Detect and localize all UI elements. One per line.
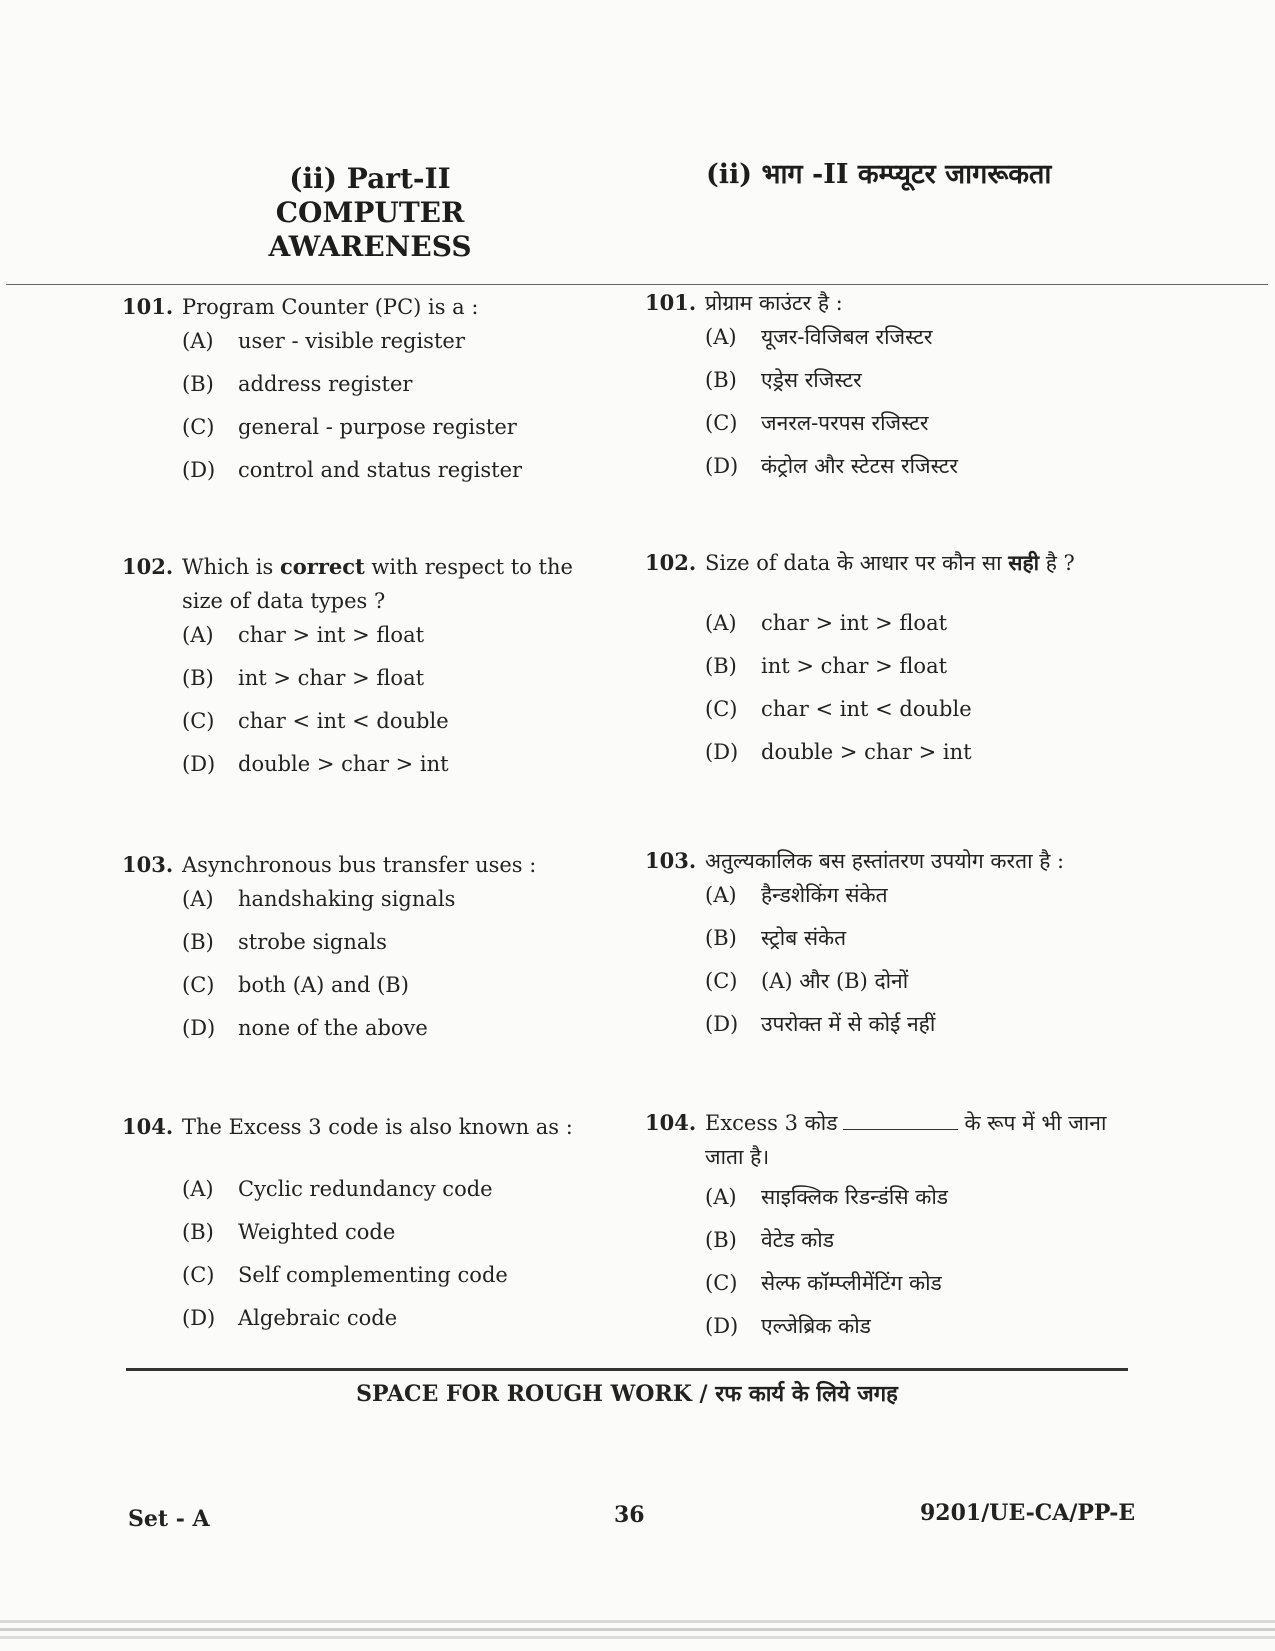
option-b: (B) एड्रेस रजिस्टर: [705, 368, 862, 392]
option-c: (C) char < int < double: [705, 697, 972, 721]
rough-work-divider: [126, 1368, 1128, 1371]
option-d: (D) double > char > int: [182, 752, 449, 776]
section-title-english: [200, 162, 540, 264]
option-c: (C) char < int < double: [182, 709, 449, 733]
option-c: (C) (A) और (B) दोनों: [705, 969, 909, 993]
footer-paper-code: 9201/UE-CA/PP-E: [920, 1500, 1136, 1526]
question-stem: अतुल्यकालिक बस हस्तांतरण उपयोग करता है :: [705, 849, 1065, 873]
option-a: (A) char > int > float: [705, 611, 948, 635]
footer-set: Set - A: [128, 1506, 210, 1532]
fill-in-blank: [843, 1109, 958, 1130]
option-d: (D) उपरोक्त में से कोई नहीं: [705, 1012, 936, 1036]
option-b: (B) int > char > float: [182, 666, 425, 690]
section-title-hindi: (ii) भाग -II कम्प्यूटर जागरूकता: [706, 159, 1052, 190]
question-hi-101: [645, 286, 1165, 492]
option-c: (C) general - purpose register: [182, 415, 517, 439]
option-c: (C) both (A) and (B): [182, 973, 409, 997]
rough-work-label: SPACE FOR ROUGH WORK / रफ कार्य के लिये जगह: [356, 1381, 898, 1407]
section-title-english-line1: (ii) Part-II COMPUTER: [275, 162, 465, 229]
question-en-101: [122, 290, 622, 496]
question-stem: The Excess 3 code is also known as :: [182, 1115, 573, 1139]
footer-page-number: 36: [614, 1502, 645, 1528]
option-c: (C) जनरल-परपस रजिस्टर: [705, 411, 929, 435]
option-c: (C) सेल्फ कॉम्प्लीमेंटिंग कोड: [705, 1271, 942, 1295]
question-stem-post: with respect to the size of data types ?: [182, 555, 573, 613]
question-stem: Program Counter (PC) is a :: [182, 295, 479, 319]
option-a: (A) char > int > float: [182, 623, 425, 647]
top-divider: [6, 284, 1268, 285]
option-a: (A) यूजर-विजिबल रजिस्टर: [705, 325, 933, 349]
option-b: (B) स्ट्रोब संकेत: [705, 926, 847, 950]
question-number: 102.: [645, 550, 697, 575]
option-a: (A) user - visible register: [182, 329, 465, 353]
question-stem-pre: Excess 3 कोड: [705, 1111, 838, 1135]
option-b: (B) int > char > float: [705, 654, 948, 678]
option-b: (B) address register: [182, 372, 413, 396]
option-d: (D) none of the above: [182, 1016, 428, 1040]
question-number: 102.: [122, 554, 174, 579]
question-stem-pre: Size of data के आधार पर कौन सा: [705, 551, 1009, 575]
option-d: (D) double > char > int: [705, 740, 972, 764]
scan-edge-line: [0, 1628, 1275, 1631]
question-hi-103: [645, 844, 1165, 1050]
question-en-103: [122, 848, 622, 1054]
question-number: 101.: [645, 290, 697, 315]
question-stem-pre: Which is: [182, 555, 280, 579]
question-hi-102: [645, 546, 1165, 778]
scan-edge-line: [0, 1636, 1275, 1639]
option-a: (A) साइक्लिक रिडन्डंसि कोड: [705, 1185, 948, 1209]
question-number: 103.: [645, 848, 697, 873]
section-title-english-line2: AWARENESS: [268, 230, 472, 263]
question-stem-post: के रूप में भी जाना जाता है।: [705, 1111, 1107, 1169]
option-b: (B) strobe signals: [182, 930, 387, 954]
option-d: (D) एल्जेब्रिक कोड: [705, 1314, 871, 1338]
question-en-104: [122, 1110, 622, 1344]
option-a: (A) Cyclic redundancy code: [182, 1177, 493, 1201]
question-number: 104.: [645, 1110, 697, 1135]
option-c: (C) Self complementing code: [182, 1263, 508, 1287]
option-d: (D) Algebraic code: [182, 1306, 398, 1330]
option-b: (B) वेटेड कोड: [705, 1228, 834, 1252]
option-b: (B) Weighted code: [182, 1220, 396, 1244]
option-a: (A) handshaking signals: [182, 887, 456, 911]
question-stem-emphasis: सही: [1008, 550, 1040, 575]
option-d: (D) control and status register: [182, 458, 523, 482]
question-stem: Asynchronous bus transfer uses :: [182, 853, 537, 877]
question-stem-emphasis: correct: [279, 554, 365, 579]
question-number: 104.: [122, 1114, 174, 1139]
option-a: (A) हैन्डशेकिंग संकेत: [705, 883, 888, 907]
scan-edge-line: [0, 1620, 1275, 1623]
option-d: (D) कंट्रोल और स्टेटस रजिस्टर: [705, 454, 958, 478]
question-stem: प्रोग्राम काउंटर है :: [705, 291, 843, 315]
question-number: 101.: [122, 294, 174, 319]
question-number: 103.: [122, 852, 174, 877]
question-hi-104: [645, 1106, 1135, 1352]
question-stem-post: है ?: [1039, 551, 1075, 575]
question-en-102: [122, 550, 612, 790]
